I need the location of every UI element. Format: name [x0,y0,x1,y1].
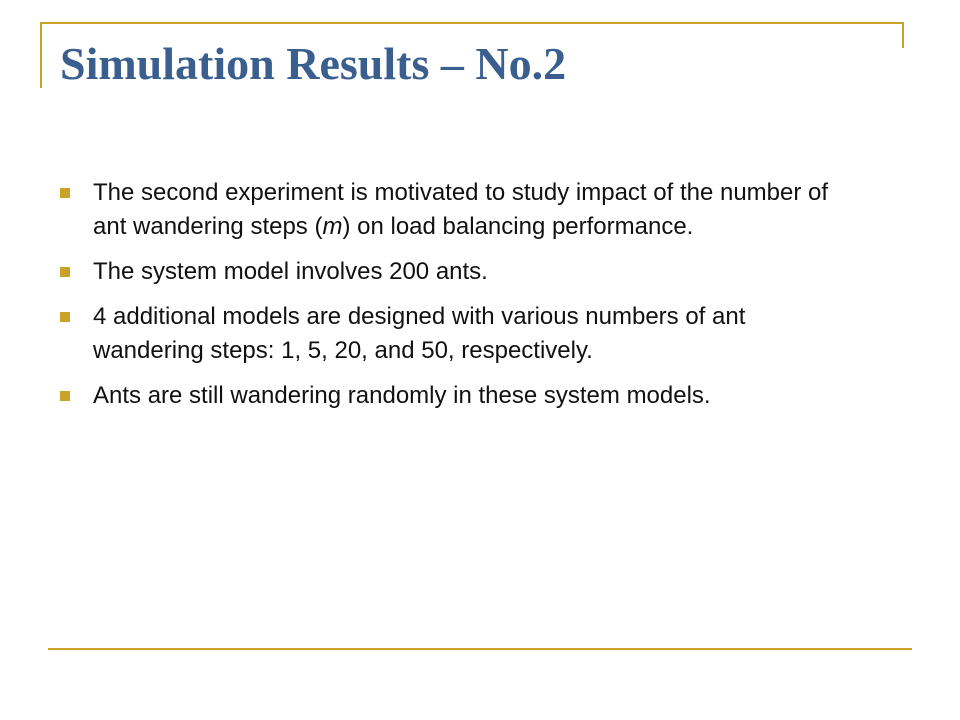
square-bullet-icon [60,391,70,401]
bullet-text: Ants are still wandering randomly in these system models. [93,382,711,409]
bottom-border-line [48,648,912,650]
square-bullet-icon [60,312,70,322]
slide-title: Simulation Results – No.2 [60,38,567,89]
bullet-text: 4 additional models are designed with various numbers of ant wandering steps: 1, 5, 20, and 50, respectively. [93,303,746,364]
bullet-item [60,176,860,244]
square-bullet-icon [60,188,70,198]
left-border-line [40,22,42,88]
bullet-item [60,379,860,413]
variable-m: m [322,213,343,240]
square-bullet-icon [60,267,70,277]
bullet-list [60,176,860,424]
bullet-item [60,300,860,368]
bullet-item [60,255,860,289]
bullet-text: The system model involves 200 ants. [93,258,488,285]
top-border-line [40,22,904,24]
right-border-line [902,22,904,48]
bullet-text: The second experiment is motivated to study impact of the number of ant wandering steps (m) on load balancing performance. [93,179,829,240]
